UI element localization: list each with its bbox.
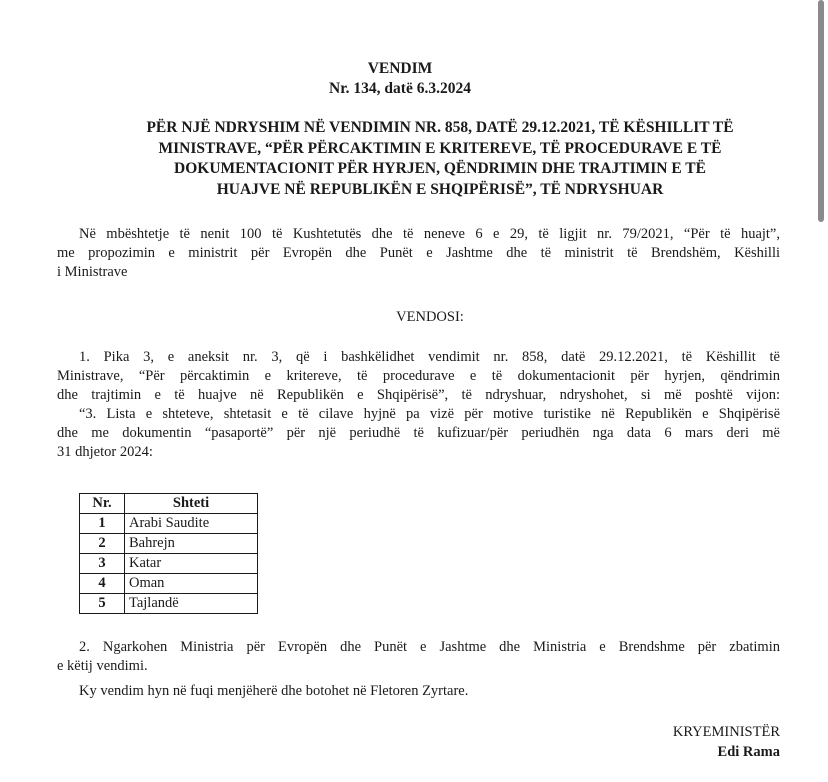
closing-paragraph xyxy=(57,682,780,701)
point-2-line: 2. Ngarkohen Ministria për Evropën dhe Punët e Jashtme dhe Ministria e Brendshme për zbatimin xyxy=(79,639,780,655)
vertical-scrollbar[interactable] xyxy=(818,0,824,222)
row-number: 5 xyxy=(80,594,125,614)
country-name: Katar xyxy=(125,554,258,574)
decision-number-date: Nr. 134, datë 6.3.2024 xyxy=(329,80,471,97)
preamble-paragraph xyxy=(57,225,780,282)
point-2-line: e këtij vendimi. xyxy=(57,658,148,674)
table-row xyxy=(80,534,258,554)
country-name: Tajlandë xyxy=(125,594,258,614)
row-number: 2 xyxy=(80,534,125,554)
title-line: MINISTRAVE, “PËR PËRCAKTIMIN E KRITEREVE, TË PROCEDURAVE E TË xyxy=(158,139,722,157)
signature-name: Edi Rama xyxy=(717,744,780,760)
row-number: 1 xyxy=(80,514,125,534)
document-type-heading: VENDIM xyxy=(367,60,433,77)
row-number: 3 xyxy=(80,554,125,574)
point-2-paragraph xyxy=(57,638,780,676)
title-line: HUAJVE NË REPUBLIKËN E SHQIPËRISË”, TË NDRYSHUAR xyxy=(216,180,664,198)
signature-role: KRYEMINISTËR xyxy=(672,724,780,740)
decides-heading: VENDOSI: xyxy=(396,309,464,325)
point-1-line: Ministrave, “Për përcaktimin e kritereve, të procedurave e të dokumentacionit për hyrjen, qëndrimin xyxy=(57,368,780,384)
countries-table xyxy=(79,493,258,614)
table-row xyxy=(80,554,258,574)
title-line: PËR NJË NDRYSHIM NË VENDIMIN NR. 858, DATË 29.12.2021, TË KËSHILLIT TË xyxy=(146,119,734,136)
point-1-line: dhe trajtimin e të huajve në Republikën e Shqipërisë”, të ndryshuar, ndryshohet, si më poshtë vijon: xyxy=(57,387,780,403)
table-row xyxy=(80,514,258,534)
country-name: Arabi Saudite xyxy=(125,514,258,534)
column-header-country: Shteti xyxy=(125,494,258,514)
country-name: Bahrejn xyxy=(125,534,258,554)
preamble-line: Në mbështetje të nenit 100 të Kushtetutës dhe të neneve 6 e 29, të ligjit nr. 79/2021, “Për të huajt”, xyxy=(79,226,780,242)
table-row xyxy=(80,574,258,594)
column-header-nr: Nr. xyxy=(80,494,125,514)
closing-line: Ky vendim hyn në fuqi menjëherë dhe botohet në Fletoren Zyrtare. xyxy=(79,683,469,699)
point-1-line: 1. Pika 3, e aneksit nr. 3, që i bashkëlidhet vendimit nr. 858, datë 29.12.2021, të Këshillit të xyxy=(79,349,780,365)
point-1-line: 31 dhjetor 2024: xyxy=(57,444,153,460)
preamble-line: i Ministrave xyxy=(57,264,128,280)
point-1-line: “3. Lista e shteteve, shtetasit e të cilave hyjnë pa vizë për motive turistike në Republikën e Shqipërisë xyxy=(79,406,780,422)
preamble-line: me propozimin e ministrit për Evropën dhe Punët e Jashtme dhe të ministrit të Brendshëm, Këshilli xyxy=(57,245,780,261)
table-header-row xyxy=(80,494,258,514)
title-line: DOKUMENTACIONIT PËR HYRJEN, QËNDRIMIN DHE TRAJTIMIN E TË xyxy=(174,160,706,177)
country-name: Oman xyxy=(125,574,258,594)
point-1-paragraph xyxy=(57,348,780,462)
point-1-line: dhe me dokumentin “pasaportë” për një periudhë të kufizuar/për periudhën nga data 6 mars deri më xyxy=(57,425,780,441)
table-row xyxy=(80,594,258,614)
decision-title xyxy=(60,118,820,200)
row-number: 4 xyxy=(80,574,125,594)
